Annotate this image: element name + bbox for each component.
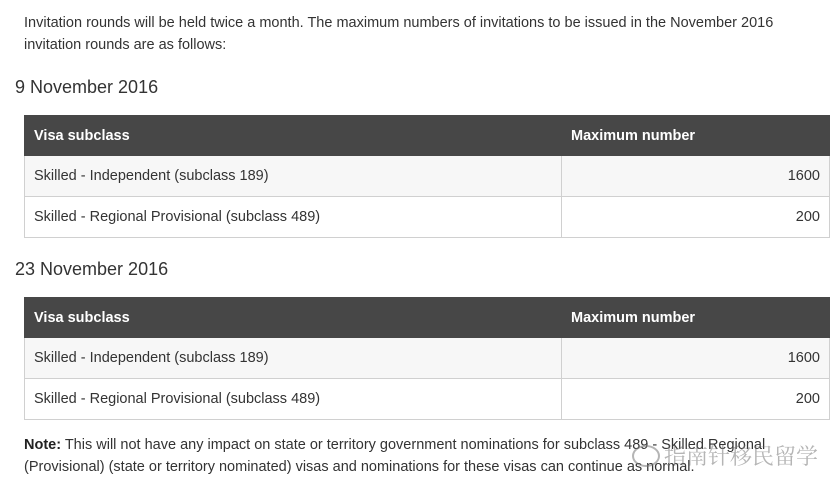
maximum-number-cell: 200 — [562, 379, 830, 420]
table-row — [25, 197, 830, 238]
maximum-number-cell: 1600 — [562, 156, 830, 197]
column-header-visa-subclass: Visa subclass — [25, 116, 562, 156]
note-text: This will not have any impact on state or territory government nominations for subclass 489 - Skilled Regional (Provisional) (state or territory nominated) visas and nominations for these visas can continue as normal. — [24, 437, 766, 475]
invitation-table — [24, 115, 830, 238]
maximum-number-cell: 1600 — [562, 338, 830, 379]
visa-subclass-cell: Skilled - Regional Provisional (subclass 489) — [25, 379, 562, 420]
intro-paragraph: Invitation rounds will be held twice a month. The maximum numbers of invitations to be issued in the November 2016 invitation rounds are as follows: — [24, 15, 774, 53]
round-date-heading: 9 November 2016 — [15, 77, 159, 97]
round-date-heading: 23 November 2016 — [15, 259, 169, 279]
note-label: Note: — [24, 437, 62, 453]
table-row — [25, 338, 830, 379]
column-header-maximum-number: Maximum number — [562, 298, 830, 338]
table-row — [25, 156, 830, 197]
invitation-table — [24, 297, 830, 420]
table-row — [25, 379, 830, 420]
watermark — [632, 440, 818, 471]
table-header-row — [25, 116, 830, 156]
column-header-maximum-number: Maximum number — [562, 116, 830, 156]
watermark-text: 指南针移民留学 — [663, 445, 818, 470]
maximum-number-cell: 200 — [562, 197, 830, 238]
visa-subclass-cell: Skilled - Regional Provisional (subclass 489) — [25, 197, 562, 238]
visa-subclass-cell: Skilled - Independent (subclass 189) — [25, 156, 562, 197]
column-header-visa-subclass: Visa subclass — [25, 298, 562, 338]
visa-subclass-cell: Skilled - Independent (subclass 189) — [25, 338, 562, 379]
wechat-icon — [632, 445, 660, 467]
table-header-row — [25, 298, 830, 338]
